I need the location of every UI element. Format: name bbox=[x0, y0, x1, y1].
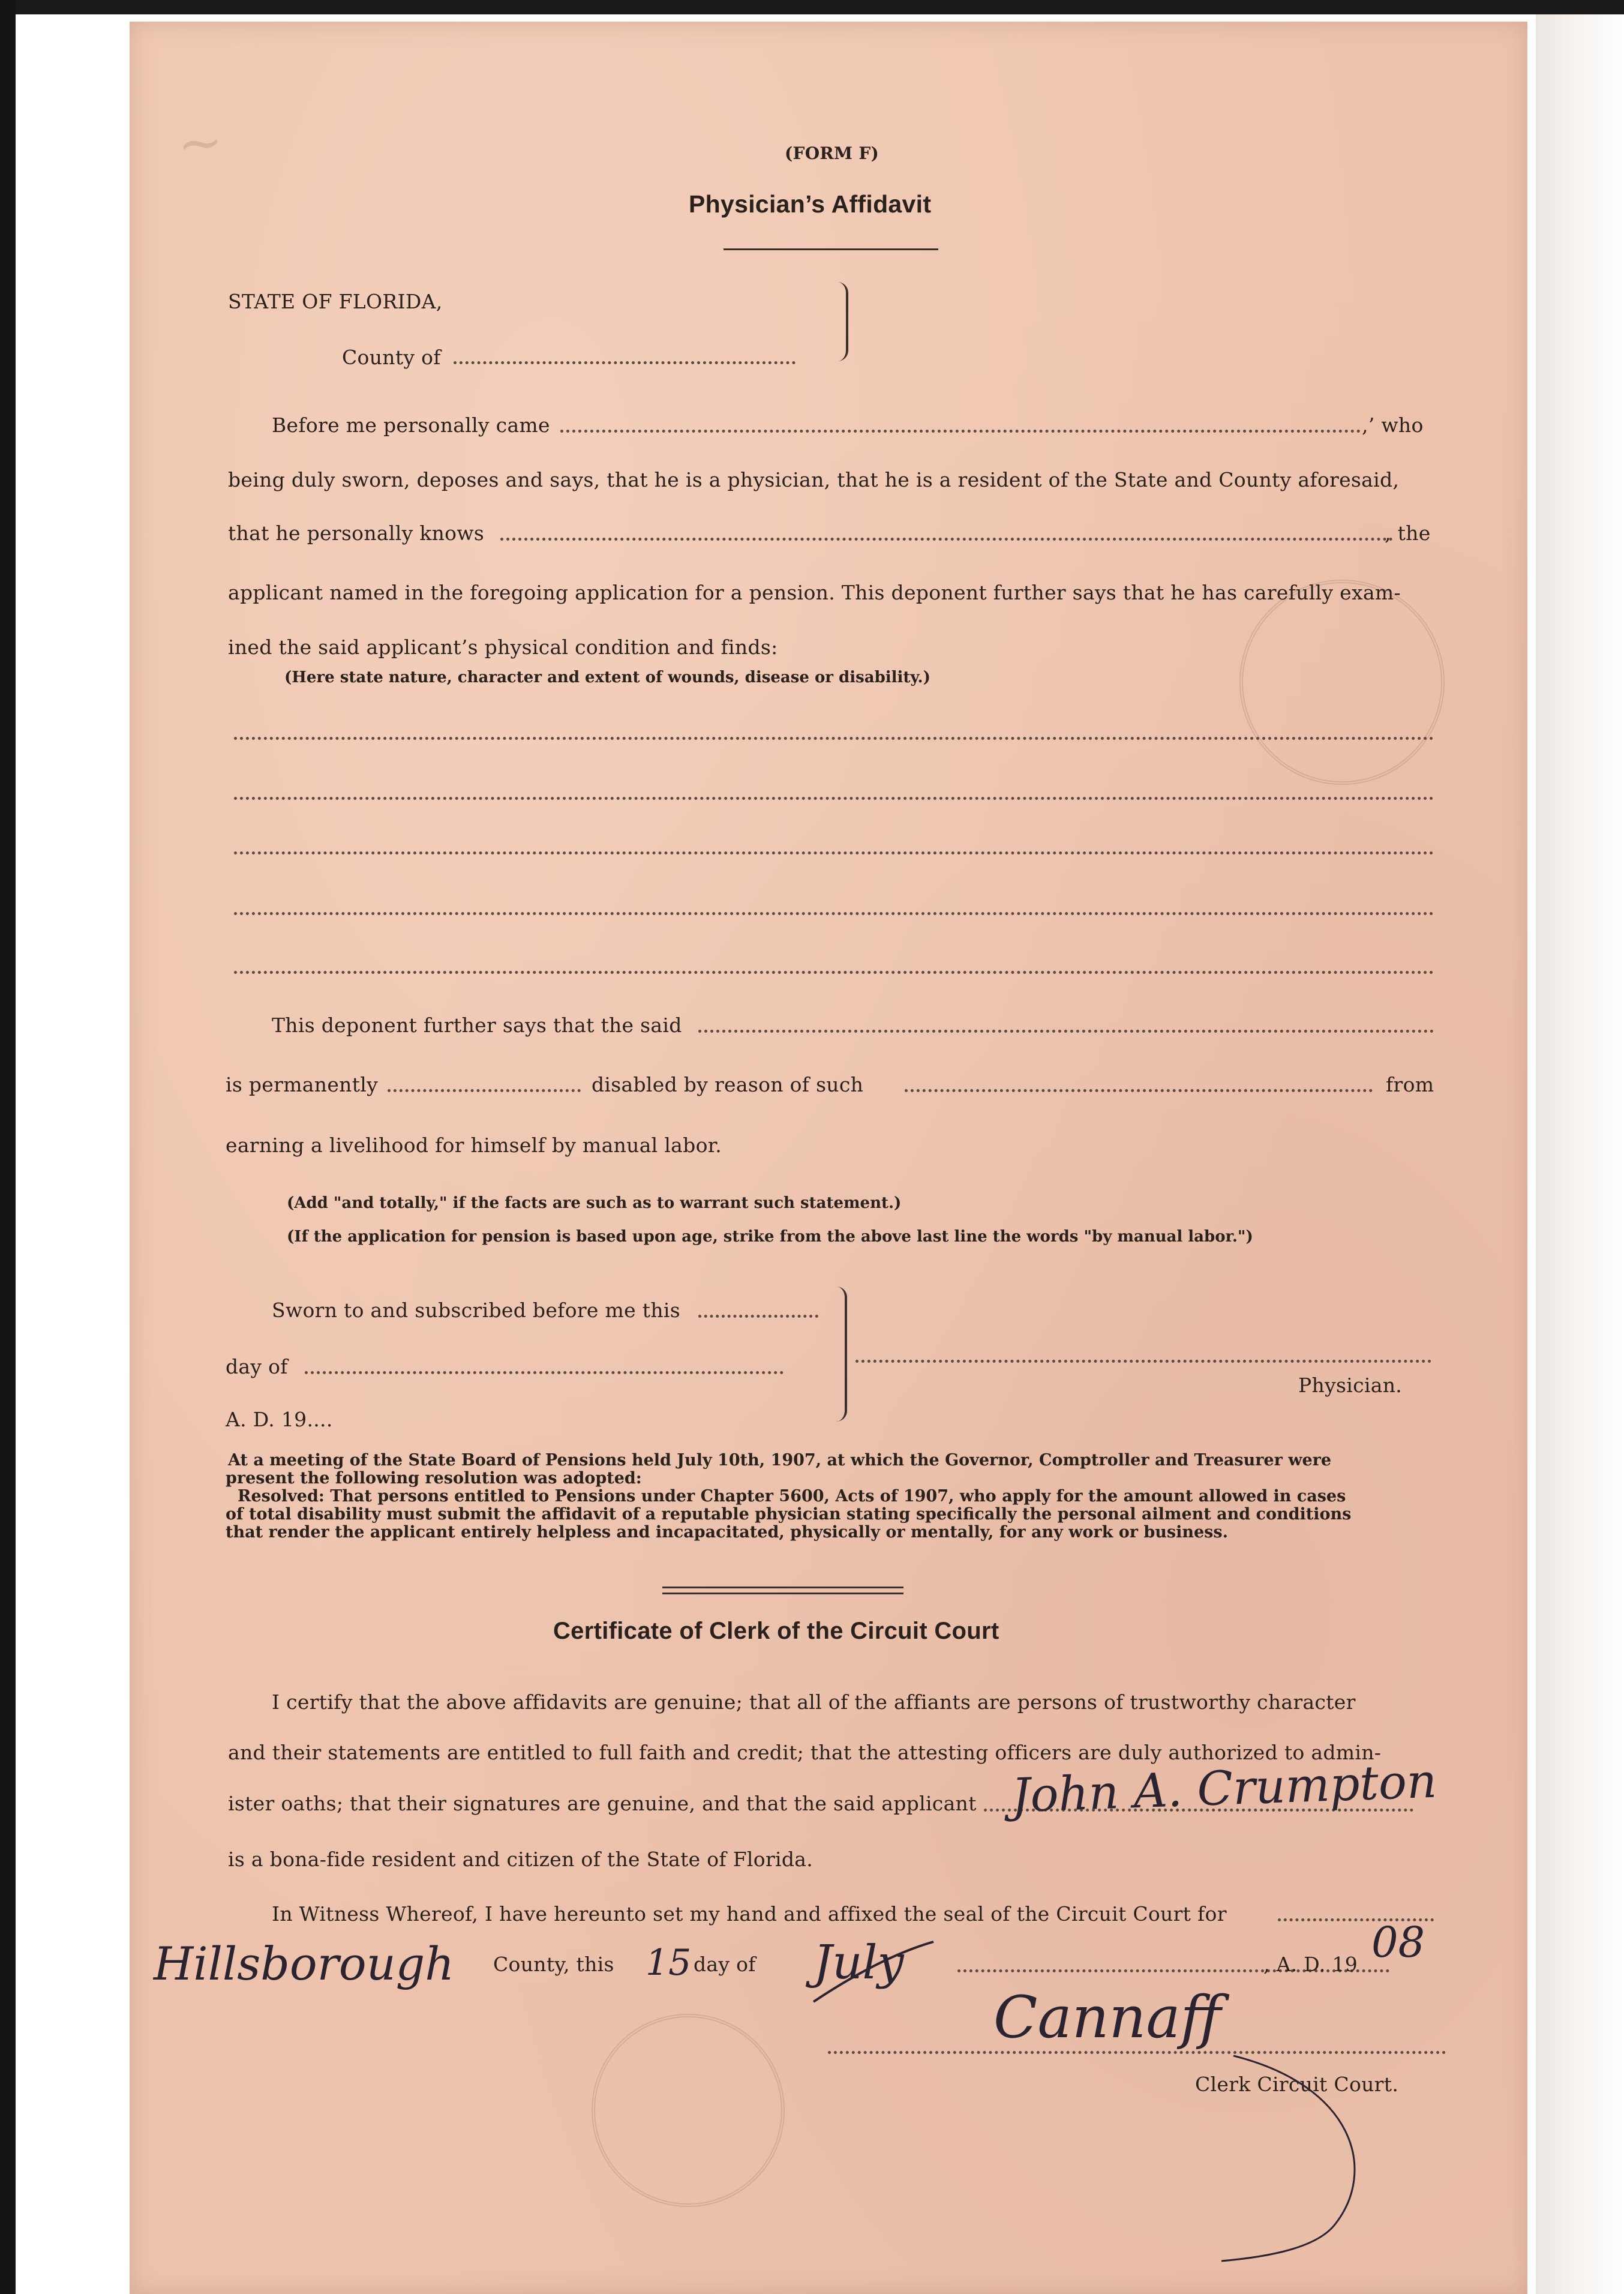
sworn-year-text: A. D. 19.... bbox=[226, 1408, 333, 1431]
title-underline bbox=[724, 248, 938, 250]
county-handwritten: Hillsborough bbox=[154, 1937, 455, 1990]
section-divider bbox=[662, 1593, 903, 1594]
clerk-signature-handwritten: Cannaff bbox=[993, 1984, 1221, 2051]
resolution-line-2: present the following resolution was adopted: bbox=[226, 1469, 642, 1488]
applicant-handwritten: John A. Crumpton bbox=[1010, 1754, 1438, 1824]
state-label: STATE OF FLORIDA, bbox=[228, 290, 443, 313]
form-label: (FORM F) bbox=[785, 143, 879, 163]
form-title: Physician’s Affidavit bbox=[689, 190, 932, 218]
year-handwritten: 08 bbox=[1371, 1918, 1425, 1967]
the-text: , the bbox=[1385, 521, 1431, 545]
sworn-day-blank[interactable] bbox=[698, 1315, 818, 1318]
condition-line-3[interactable] bbox=[234, 851, 1434, 854]
resolution-line-3: Resolved: That persons entitled to Pensions under Chapter 5600, Acts of 1907, who apply for the amount allowed in cases bbox=[238, 1487, 1346, 1506]
knows-text: that he personally knows bbox=[228, 521, 485, 545]
brace bbox=[831, 1287, 847, 1422]
physician-signature-line[interactable] bbox=[855, 1360, 1431, 1363]
county-this-text: County, this bbox=[493, 1953, 614, 1976]
section-divider bbox=[662, 1587, 903, 1588]
who-text: ,’ who bbox=[1362, 413, 1424, 437]
pen-flourish-icon bbox=[1197, 2050, 1389, 2266]
sworn-month-blank[interactable] bbox=[305, 1371, 784, 1374]
further-says-text: This deponent further says that the said bbox=[272, 1013, 682, 1037]
body-line-2: being duly sworn, deposes and says, that he is a physician, that he is a resident of the State and County aforesaid, bbox=[228, 468, 1400, 491]
disabled-text: disabled by reason of such bbox=[592, 1073, 864, 1096]
scanner-frame-top bbox=[0, 0, 1624, 14]
embossed-seal-icon bbox=[592, 2014, 785, 2207]
known-person-blank[interactable] bbox=[500, 538, 1393, 541]
note-1: (Add "and totally," if the facts are such as to warrant such statement.) bbox=[287, 1194, 902, 1212]
affiant-name-blank[interactable] bbox=[560, 430, 1361, 433]
cert-ad-text: , A. D. 19 bbox=[1263, 1953, 1358, 1976]
month-handwritten: July bbox=[813, 1936, 904, 1990]
certificate-line-1: I certify that the above affidavits are genuine; that all of the affiants are persons of trustworthy character bbox=[272, 1690, 1356, 1714]
body-line-5: ined the said applicant’s physical condition and finds: bbox=[228, 635, 778, 659]
condition-line-2[interactable] bbox=[234, 797, 1434, 800]
sworn-text: Sworn to and subscribed before me this bbox=[272, 1299, 680, 1322]
earning-text: earning a livelihood for himself by manual labor. bbox=[226, 1133, 722, 1157]
certificate-title: Certificate of Clerk of the Circuit Court bbox=[553, 1618, 999, 1644]
resolution-line-5: that render the applicant entirely helpless and incapacitated, physically or mentally, for any work or business. bbox=[226, 1523, 1228, 1542]
from-text: from bbox=[1386, 1073, 1434, 1096]
permanently-text: is permanently bbox=[226, 1073, 379, 1096]
day-of-text: day of bbox=[226, 1355, 288, 1378]
day-handwritten: 15 bbox=[646, 1942, 692, 1984]
condition-line-4[interactable] bbox=[234, 912, 1434, 915]
resolution-line-1: At a meeting of the State Board of Pensions held July 10th, 1907, at which the Governor, Comptroller and Treasurer were bbox=[228, 1451, 1332, 1470]
embossed-seal-icon bbox=[1239, 580, 1445, 785]
physician-label: Physician. bbox=[1298, 1374, 1403, 1397]
certificate-line-3: ister oaths; that their signatures are genuine, and that the said applicant bbox=[228, 1792, 977, 1815]
scanner-frame-left bbox=[0, 0, 16, 2294]
body-line-4: applicant named in the foregoing application for a pension. This deponent further says that he has carefully exam- bbox=[228, 581, 1401, 604]
county-label: County of bbox=[342, 346, 441, 369]
condition-line-5[interactable] bbox=[234, 971, 1434, 974]
certificate-line-4: is a bona-fide resident and citizen of the State of Florida. bbox=[228, 1848, 813, 1871]
certificate-line-2: and their statements are entitled to full faith and credit; that the attesting officers are duly authorized to admin- bbox=[228, 1741, 1382, 1764]
scanner-background-right bbox=[1536, 14, 1624, 2294]
instruction-text: (Here state nature, character and extent of wounds, disease or disability.) bbox=[284, 668, 930, 686]
brace bbox=[833, 282, 848, 361]
disability-blank[interactable] bbox=[905, 1089, 1373, 1092]
note-2: (If the application for pension is based upon age, strike from the above last line the words "by manual labor.") bbox=[287, 1228, 1253, 1246]
before-me-text: Before me personally came bbox=[272, 413, 550, 437]
certificate-line-5: In Witness Whereof, I have hereunto set my hand and affixed the seal of the Circuit Court for bbox=[272, 1902, 1227, 1926]
document-page bbox=[130, 22, 1527, 2294]
pen-flourish-icon bbox=[802, 1930, 945, 2008]
clerk-label: Clerk Circuit Court. bbox=[1195, 2073, 1399, 2096]
cert-day-of-text: day of bbox=[694, 1953, 756, 1976]
bleed-through-writing: ~ bbox=[175, 110, 225, 176]
permanently-blank[interactable] bbox=[388, 1089, 581, 1092]
applicant-name-blank[interactable] bbox=[698, 1030, 1434, 1033]
resolution-line-4: of total disability must submit the affidavit of a reputable physician stating specifically the personal ailment and conditions bbox=[226, 1505, 1352, 1524]
county-blank[interactable] bbox=[454, 361, 796, 364]
condition-line-1[interactable] bbox=[234, 737, 1434, 740]
